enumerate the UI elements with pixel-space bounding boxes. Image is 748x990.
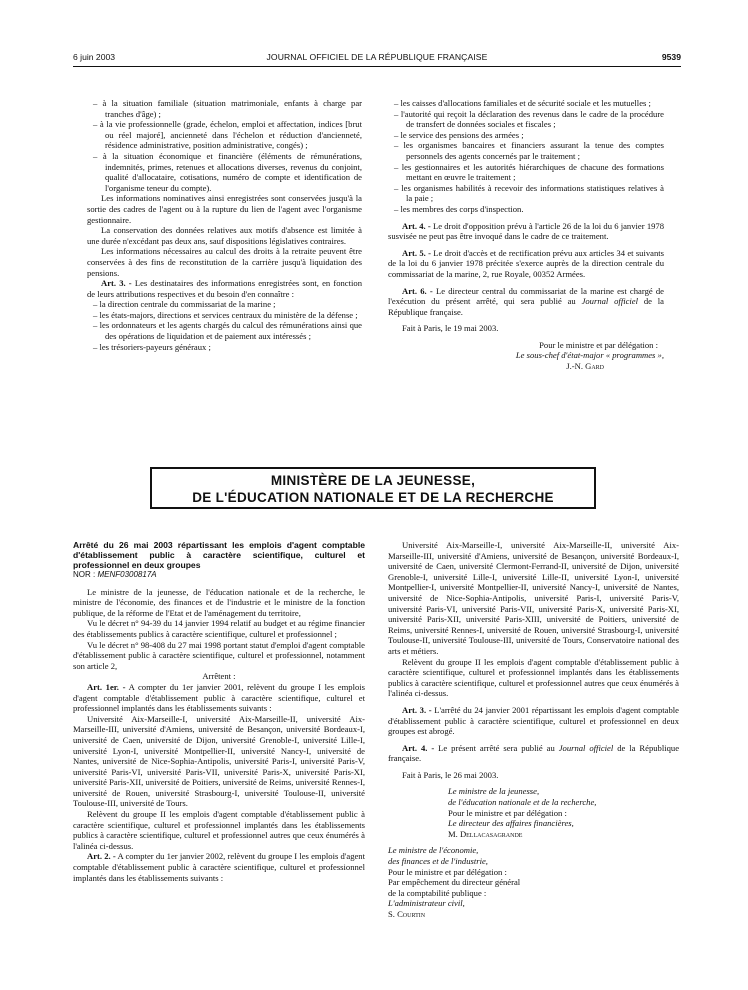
header-date: 6 juin 2003 bbox=[73, 52, 116, 62]
nor-reference bbox=[73, 570, 365, 581]
signature-line: de la comptabilité publique : bbox=[388, 887, 487, 898]
list-item: – les trésoriers-payeurs généraux ; bbox=[93, 341, 211, 352]
arretent-heading: Arrêtent : bbox=[202, 671, 236, 682]
article-3 bbox=[388, 705, 679, 737]
header-page-number: 9539 bbox=[661, 52, 681, 62]
article-1 bbox=[73, 682, 365, 714]
article-text: Les destinataires des informations enregistrées sont, en fonction de leurs attributions respectives et du besoin d'en connaître : bbox=[87, 278, 362, 299]
article-3 bbox=[87, 278, 362, 299]
list-item: – l'autorité qui reçoit la déclaration des revenus dans le cadre de la procédure de transfert de données sociales et fiscales ; bbox=[394, 108, 664, 130]
nor-label: NOR : bbox=[73, 570, 96, 579]
journal-officiel-ref: Journal officiel bbox=[581, 296, 638, 307]
article-label: Art. 2. - bbox=[87, 851, 116, 862]
list-item: – les gestionnaires et les autorités hiérarchiques de chacune des formations mettant en œuvre le traitement ; bbox=[394, 161, 664, 183]
list-item: – les membres des corps d'inspection. bbox=[394, 203, 524, 214]
paragraph: Les informations nécessaires au calcul des droits à la retraite peuvent être conservées à des fins de reconstitution de la carrière jusqu'à liquidation des pensions. bbox=[87, 246, 362, 278]
article-4 bbox=[388, 221, 664, 242]
ministry-name-line1: MINISTÈRE DE LA JEUNESSE, bbox=[270, 473, 476, 488]
signature-block-education bbox=[388, 786, 679, 839]
list-item: – les ordonnateurs et les agents chargés du calcul des rémunérations ainsi que des opérations de liquidation et de paiement aux intéressés ; bbox=[93, 320, 362, 342]
article-label: Art. 6. - bbox=[402, 285, 433, 296]
signature-line: de l'éducation nationale et de la recherche, bbox=[448, 797, 597, 808]
top-left-column bbox=[87, 98, 362, 352]
ministry-banner bbox=[150, 467, 596, 509]
paragraph: Les informations nominatives ainsi enregistrées sont conservées jusqu'à la sortie des cadres de l'agent ou à la rupture du lien de l'agent avec l'organisme gestionnaire. bbox=[87, 193, 362, 225]
signature-line: Pour le ministre et par délégation : bbox=[388, 866, 507, 877]
article-text: de la République française. bbox=[388, 742, 680, 764]
article-text: Le directeur central du commissariat de la marine est chargé de l'exécution du présent arrêté, qui sera publié au bbox=[388, 285, 664, 307]
paragraph: Relèvent du groupe II les emplois d'agent comptable d'établissement public à caractère scientifique, culturel et professionnel implantés dans les établissements publics à caractère scientifique, culturel et professionnel autres que ceux énumérés à l'alinéa ci-dessus. bbox=[73, 809, 365, 851]
university-list: Université Aix-Marseille-I, université Aix-Marseille-II, université Aix-Marseille-III, université d'Amiens, université de Besançon, université Bordeaux-I, université de Caen, université de Dijon, université Grenoble-I, université Lille-I, université Lyon-I, université Montpellier-II, université Nancy-I, université de Nantes, université de Nice-Sophia-Antipolis, université Paris-I, université Paris-V, université Paris-VI, université Paris-VII, université Paris-X, université Paris-XI, université Paris-XII, université de Poitiers, université de Reims, université Rennes-I, université de Rouen, université Strasbourg-I, université Toulouse-II, université Toulouse-III, université de Tours. bbox=[73, 713, 365, 809]
list-item: – à la situation familiale (situation matrimoniale, enfants à charge par tranches d'âge) ; bbox=[93, 98, 362, 119]
ministry-name-line2: DE L'ÉDUCATION NATIONALE ET DE LA RECHERCHE bbox=[192, 490, 554, 505]
list-item: – les états-majors, directions et services centraux du ministère de la défense ; bbox=[93, 309, 358, 320]
decree-right-column bbox=[388, 540, 679, 920]
signature-line: Le directeur des affaires financières, bbox=[448, 818, 574, 829]
header-journal-title: JOURNAL OFFICIEL DE LA RÉPUBLIQUE FRANÇAISE bbox=[266, 52, 488, 62]
paragraph: La conservation des données relatives aux motifs d'absence est limitée à une durée n'excédant pas deux ans, sauf dispositions législatives contraires. bbox=[87, 225, 362, 246]
signature-line: des finances et de l'industrie, bbox=[388, 856, 488, 867]
signature-title: Le sous-chef d'état-major « programmes », bbox=[515, 350, 664, 361]
paragraph: Le ministre de la jeunesse, de l'éducation nationale et de la recherche, le ministre de l'économie, des finances et de l'industrie et le ministre de la fonction publique, de la réforme de l'Etat et de l'aménagement du territoire, bbox=[73, 586, 365, 618]
decree-left-column bbox=[73, 540, 365, 883]
article-text: A compter du 1er janvier 2001, relèvent du groupe I les emplois d'agent comptable d'établissement public à caractère scientifique, culturel et professionnel implantés dans les établissements suivants : bbox=[73, 681, 365, 714]
signatory-name: S. Courtin bbox=[388, 909, 426, 919]
article-4 bbox=[388, 743, 679, 764]
list-item: – les caisses d'allocations familiales et de sécurité sociale et les mutuelles ; bbox=[394, 98, 651, 108]
paragraph: Vu le décret n° 94-39 du 14 janvier 1994 relatif au budget et au régime financier des établissements publics à caractère scientifique, culturel et professionnel ; bbox=[73, 618, 365, 639]
article-text: Le droit d'opposition prévu à l'article 26 de la loi du 6 janvier 1978 susvisée ne peut pas être invoqué dans le cadre de ce traitement. bbox=[388, 220, 665, 242]
list-item: – à la situation économique et financière (éléments de rémunérations, indemnités, primes, retenues et allocations diverses, revenus du conjoint, qualité d'allocataire, cotisations, numéro de compte et identification de l'organisme teneur du compte). bbox=[93, 150, 362, 193]
signature-line: L'administrateur civil, bbox=[388, 898, 465, 909]
list-item: – le service des pensions des armées ; bbox=[394, 129, 524, 140]
article-label: Art. 1er. - bbox=[87, 681, 126, 692]
university-list: Université Aix-Marseille-I, université Aix-Marseille-II, université Aix-Marseille-III, université d'Amiens, université de Besançon, université Bordeaux-I, université de Caen, université Clermont-Ferrand-II, université de Dijon, université Grenoble-I, université Lille-I, université Lille-II, université Lyon-I, université Montpellier-I, université Montpellier-II, université Nancy-I, université de Nantes, université de Nice-Sophia-Antipolis, université Paris-I, université Paris-V, université Paris-VI, université Paris-VII, université Paris-X, université Paris-XI, université Paris-XII, université Paris-XIII, université de Poitiers, université de Reims, université Rennes-I, université de Rouen, université Strasbourg-I, université Toulouse-II, université Toulouse-III, université de Tours, Conservatoire national des arts et métiers. bbox=[388, 540, 679, 656]
signing-place-date: Fait à Paris, le 19 mai 2003. bbox=[402, 323, 499, 334]
signature-block-economy bbox=[388, 845, 563, 919]
article-label: Art. 4. - bbox=[402, 742, 435, 753]
signature-line: Par empêchement du directeur général bbox=[388, 877, 521, 888]
nor-code: MENF0300817A bbox=[97, 570, 157, 579]
article-2 bbox=[73, 851, 365, 883]
article-label: Art. 5. - bbox=[402, 247, 431, 258]
list-item: – les organismes bancaires et financiers assurant la tenue des comptes personnels des agents concernés par le traitement ; bbox=[394, 140, 664, 161]
signature-line: Pour le ministre et par délégation : bbox=[448, 807, 567, 818]
page-header bbox=[73, 52, 681, 66]
article-label: Art. 3. - bbox=[402, 704, 432, 715]
article-label: Art. 3. - bbox=[101, 278, 132, 289]
article-text: Le présent arrêté sera publié au bbox=[438, 742, 555, 753]
signatory-name: M. Dellacasagrande bbox=[448, 828, 523, 839]
signature-line: Pour le ministre et par délégation : bbox=[539, 339, 658, 350]
paragraph: Vu le décret n° 98-408 du 27 mai 1998 portant statut d'emploi d'agent comptable d'établissement public à caractère scientifique, culturel et professionnel, notamment son article 2, bbox=[73, 639, 365, 671]
list-item: – la direction centrale du commissariat de la marine ; bbox=[93, 299, 276, 310]
header-rule bbox=[73, 66, 681, 67]
list-item: – les organismes habilités à recevoir des informations statistiques relatives à la paie ; bbox=[394, 182, 664, 204]
signing-place-date: Fait à Paris, le 26 mai 2003. bbox=[402, 769, 499, 780]
decree-title: Arrêté du 26 mai 2003 répartissant les emplois d'agent comptable d'établissement public à caractère scientifique, culturel et professionnel en deux groupes bbox=[73, 540, 365, 570]
signature-line: Le ministre de la jeunesse, bbox=[448, 786, 540, 797]
signature-line: Le ministre de l'économie, bbox=[388, 845, 479, 856]
paragraph: Relèvent du groupe II les emplois d'agent comptable d'établissement public à caractère scientifique, culturel et professionnel implantés dans les établissements publics à caractère scientifique, culturel et professionnel autres que ceux énumérés à l'alinéa ci-dessus. bbox=[388, 656, 679, 699]
article-text: Le droit d'accès et de rectification prévu aux articles 34 et suivants de la loi du 6 janvier 1978 précitée s'exerce auprès de la direction centrale du commissariat de la marine, 2, rue Royale, 00352 Armées. bbox=[388, 247, 665, 279]
article-text: A compter du 1er janvier 2002, relèvent du groupe I les emplois d'agent comptable d'établissement public à caractère scientifique, culturel et professionnel implantés dans les établissements suivants : bbox=[73, 851, 365, 883]
article-text: L'arrêté du 24 janvier 2001 répartissant les emplois d'agent comptable d'établissement public à caractère scientifique, culturel et professionnel en deux groupes est abrogé. bbox=[388, 704, 679, 737]
list-item: – à la vie professionnelle (grade, échelon, emploi et affectation, indices [brut ou réel majoré], ancienneté dans l'échelon et réduction d'ancienneté, résidence administrative, position administrative, congés) ; bbox=[93, 119, 362, 151]
journal-officiel-ref: Journal officiel bbox=[558, 742, 614, 753]
article-text: de la République française. bbox=[388, 296, 664, 317]
top-right-column bbox=[388, 98, 664, 372]
article-5 bbox=[388, 248, 664, 280]
article-6 bbox=[388, 286, 664, 318]
signatory-name: J.-N. Gard bbox=[566, 361, 604, 372]
article-label: Art. 4. - bbox=[402, 220, 431, 231]
